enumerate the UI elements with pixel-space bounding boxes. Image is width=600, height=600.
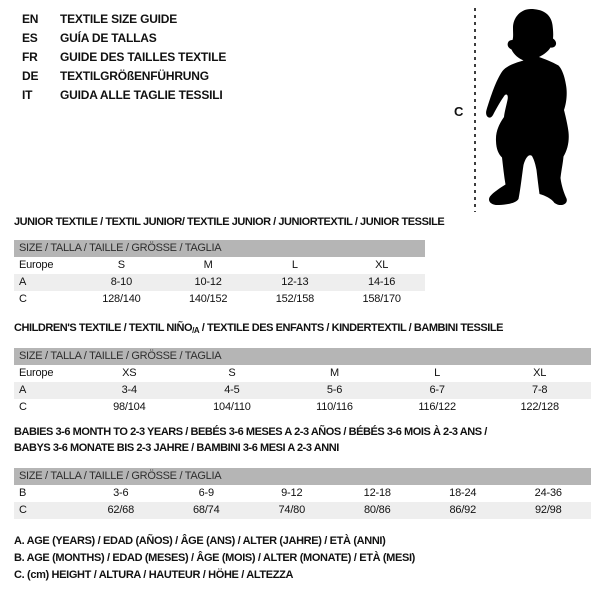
table-cell: 92/98 [534,504,562,516]
footnote-height-cm: C. (cm) HEIGHT / ALTURA / HAUTEUR / HÖHE / ALTEZZA [14,569,294,581]
table-cell: 6-9 [198,487,214,499]
table-cell: 3-4 [121,384,137,396]
legend-footnotes [14,533,415,584]
size-header-bar: SIZE / TALLA / TAILLE / GRÖSSE / TAGLIA [14,240,425,257]
children-section-title [14,322,592,335]
row-label: B [19,487,27,499]
table-cell: 116/122 [418,401,456,413]
row-label: Europe [19,259,54,271]
guide-title-en: TEXTILE SIZE GUIDE [60,12,178,26]
table-cell: 9-12 [281,487,303,499]
table-cell: XS [122,367,137,379]
row-label: C [19,401,27,413]
table-cell: 6-7 [429,384,445,396]
guide-title-fr: GUIDE DES TAILLES TEXTILE [60,50,227,64]
babies-title-line1: BABIES 3-6 MONTH TO 2-3 YEARS / BEBÉS 3-6 MESES A 2-3 AÑOS / BÉBÉS 3-6 MOIS À 2-3 ANS / [14,426,487,438]
table-cell: 18-24 [449,487,477,499]
table-cell: 5-6 [326,384,343,396]
language-row-it [22,86,226,105]
table-cell: 74/80 [278,504,306,516]
table-cell: 104/110 [213,401,251,413]
language-code: FR [22,50,38,64]
guide-title-it: GUIDA ALLE TAGLIE TESSILI [60,88,223,102]
table-cell: 128/140 [102,293,141,305]
table-cell: 110/116 [316,401,353,413]
table-row-height [14,291,425,308]
table-cell: 12-13 [281,276,309,288]
table-cell: 140/152 [188,293,228,305]
language-title-list [22,10,226,105]
table-cell: 158/170 [362,293,401,305]
footnote-age-years: A. AGE (YEARS) / EDAD (AÑOS) / ÂGE (ANS) / ALTER (JAHRE) / ETÀ (ANNI) [14,535,386,547]
row-label: A [19,276,27,288]
babies-section-title [14,424,592,456]
children-title-subscript: /A [192,326,200,335]
language-code: DE [22,69,39,83]
toddler-figure [448,4,598,218]
table-row-europe [14,257,425,274]
footnote-age-months: B. AGE (MONTHS) / EDAD (MESES) / ÂGE (MOIS) / ALTER (MONATE) / ETÀ (MESI) [14,552,415,564]
row-label: C [19,504,27,516]
size-header-bar: SIZE / TALLA / TAILLE / GRÖSSE / TAGLIA [14,468,591,485]
table-cell: 14-16 [368,276,396,288]
size-header-bar: SIZE / TALLA / TAILLE / GRÖSSE / TAGLIA [14,348,591,365]
children-title-post: / TEXTILE DES ENFANTS / KINDERTEXTIL / BAMBINI TESSILE [199,322,504,334]
guide-title-de: TEXTILGRÖßENFÜHRUNG [60,69,209,83]
table-row-age-months [14,485,591,502]
height-measure-dashed-line [474,8,476,212]
language-row-es [22,29,226,48]
table-cell: L [434,367,441,379]
table-cell: XL [533,367,547,379]
children-size-table [14,348,591,416]
table-cell: L [291,259,298,271]
table-row-height [14,399,591,416]
table-cell: 86/92 [449,504,477,516]
table-cell: S [117,259,125,271]
row-label: C [19,293,27,305]
height-measure-label: C [454,104,464,119]
babies-title-line2: BABYS 3-6 MONATE BIS 2-3 JAHRE / BAMBINI 3-6 MESI A 2-3 ANNI [14,442,339,454]
table-cell: 8-10 [110,276,132,288]
language-code: EN [22,12,39,26]
language-code: ES [22,31,38,45]
table-cell: 10-12 [194,276,222,288]
table-cell: M [203,259,213,271]
children-title-pre: CHILDREN'S TEXTILE / TEXTIL NIÑO [14,322,193,334]
table-cell: 12-18 [363,487,391,499]
table-cell: 62/68 [107,504,135,516]
table-cell: XL [375,259,389,271]
table-row-age [14,382,591,399]
table-cell: S [228,367,236,379]
language-row-de [22,67,226,86]
table-cell: 68/74 [192,504,220,516]
table-row-europe [14,365,591,382]
table-cell: 7-8 [532,384,548,396]
junior-size-table [14,240,425,308]
row-label: A [19,384,27,396]
table-cell: 3-6 [113,487,129,499]
table-cell: 4-5 [224,384,240,396]
language-code: IT [22,88,33,102]
babies-size-table [14,468,591,519]
table-cell: 80/86 [363,504,391,516]
table-cell: 122/128 [520,401,559,413]
table-cell: 24-36 [534,487,562,499]
table-row-age [14,274,425,291]
guide-title-es: GUÍA DE TALLAS [60,31,157,45]
junior-section-title: JUNIOR TEXTILE / TEXTIL JUNIOR/ TEXTILE JUNIOR / JUNIORTEXTIL / JUNIOR TESSILE [14,216,445,228]
table-cell: 98/104 [113,401,146,413]
row-label: Europe [19,367,54,379]
toddler-silhouette-icon [481,4,595,214]
table-cell: M [330,367,339,379]
table-cell: 152/158 [275,293,315,305]
table-row-height [14,502,591,519]
language-row-fr [22,48,226,67]
language-row-en [22,10,226,29]
